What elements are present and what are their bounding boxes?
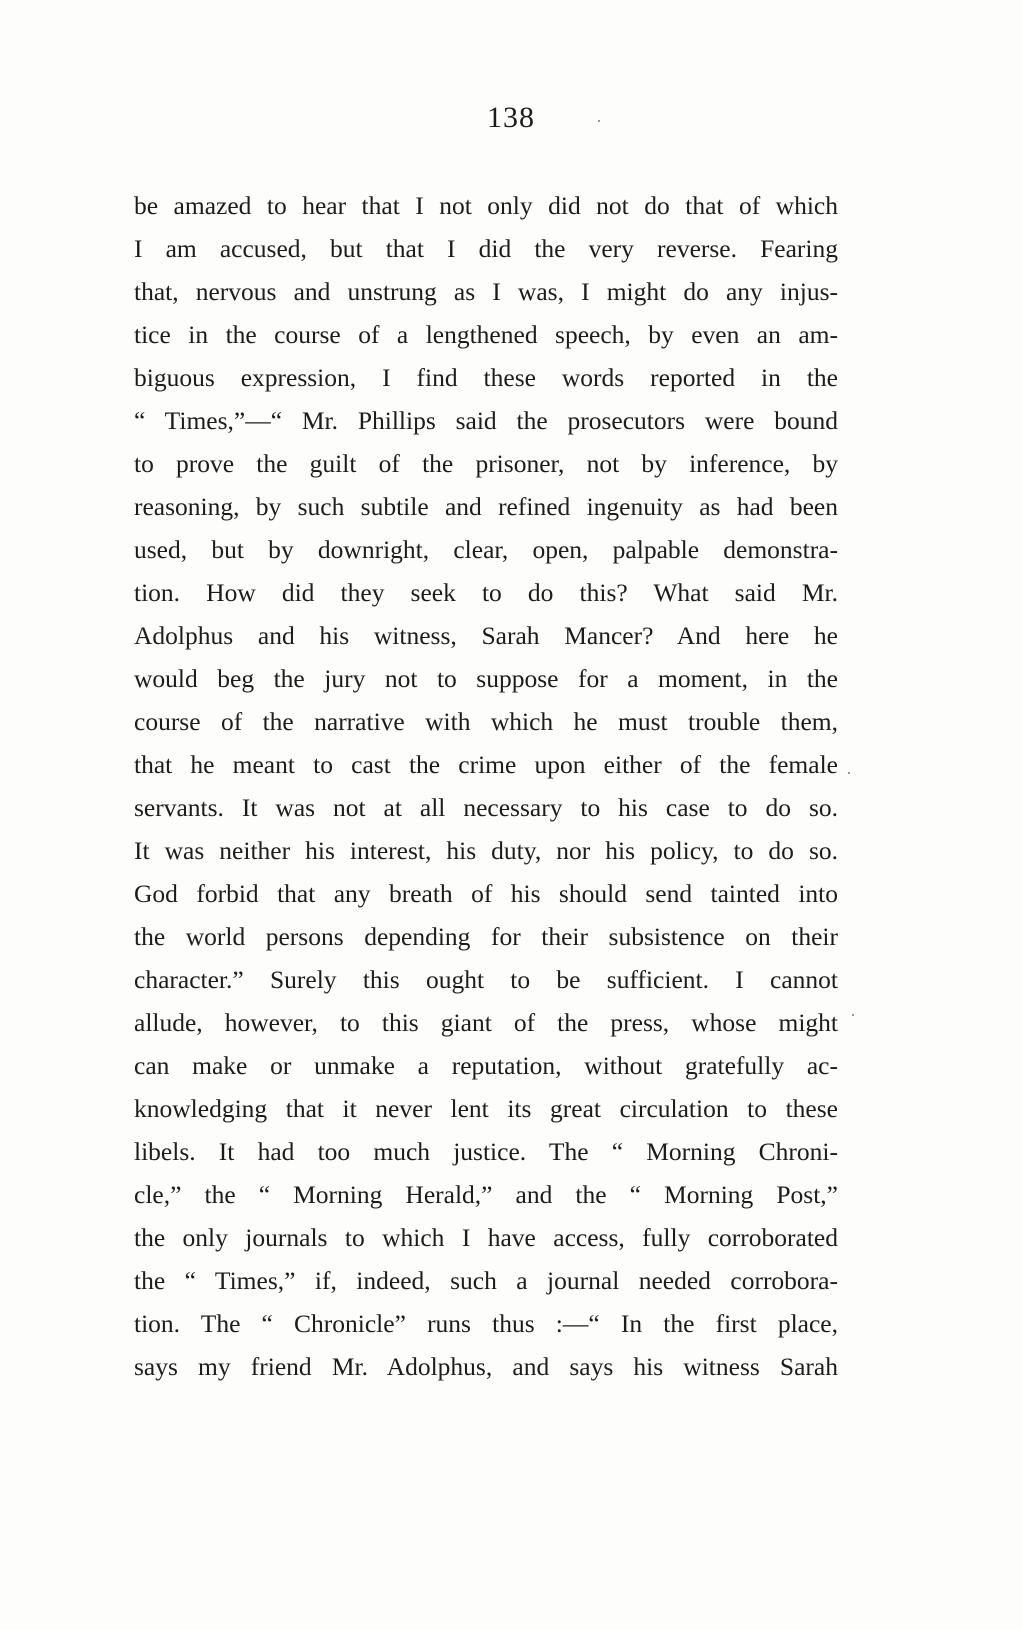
print-speck	[598, 120, 600, 122]
text-line: the “ Times,” if, indeed, such a journal needed corrobora-	[134, 1266, 838, 1295]
text-line: the only journals to which I have access, fully corroborated	[134, 1223, 838, 1252]
page-number: 138	[487, 101, 535, 134]
text-line: be amazed to hear that I not only did not do that of which	[134, 191, 838, 220]
text-line: that, nervous and unstrung as I was, I might do any injus-	[134, 277, 838, 306]
print-speck	[852, 1014, 854, 1016]
text-line: can make or unmake a reputation, without gratefully ac-	[134, 1051, 838, 1080]
text-line: the world persons depending for their subsistence on their	[134, 922, 838, 951]
text-line: that he meant to cast the crime upon either of the female	[134, 750, 838, 779]
text-line: tion. The “ Chronicle” runs thus :—“ In the first place,	[134, 1309, 838, 1338]
text-line: allude, however, to this giant of the press, whose might	[134, 1008, 838, 1037]
text-line: It was neither his interest, his duty, nor his policy, to do so.	[134, 836, 838, 865]
text-line: libels. It had too much justice. The “ Morning Chroni-	[134, 1137, 838, 1166]
text-line: Adolphus and his witness, Sarah Mancer? And here he	[134, 621, 838, 650]
text-line: I am accused, but that I did the very reverse. Fearing	[134, 234, 838, 263]
text-line: course of the narrative with which he must trouble them,	[134, 707, 838, 736]
text-line: tion. How did they seek to do this? What said Mr.	[134, 578, 838, 607]
text-line: would beg the jury not to suppose for a moment, in the	[134, 664, 838, 693]
text-line: used, but by downright, clear, open, palpable demonstra-	[134, 535, 838, 564]
text-line: biguous expression, I find these words reported in the	[134, 363, 838, 392]
text-line: tice in the course of a lengthened speech, by even an am-	[134, 320, 838, 349]
text-line: knowledging that it never lent its great circulation to these	[134, 1094, 838, 1123]
text-line: God forbid that any breath of his should send tainted into	[134, 879, 838, 908]
print-speck	[848, 772, 850, 774]
text-line: reasoning, by such subtile and refined ingenuity as had been	[134, 492, 838, 521]
text-line: to prove the guilt of the prisoner, not by inference, by	[134, 449, 838, 478]
text-line: cle,” the “ Morning Herald,” and the “ Morning Post,”	[134, 1180, 838, 1209]
text-line: character.” Surely this ought to be sufficient. I cannot	[134, 965, 838, 994]
text-line: says my friend Mr. Adolphus, and says his witness Sarah	[134, 1352, 838, 1381]
text-line: servants. It was not at all necessary to his case to do so.	[134, 793, 838, 822]
body-text	[134, 184, 838, 1388]
text-line: “ Times,”—“ Mr. Phillips said the prosecutors were bound	[134, 406, 838, 435]
